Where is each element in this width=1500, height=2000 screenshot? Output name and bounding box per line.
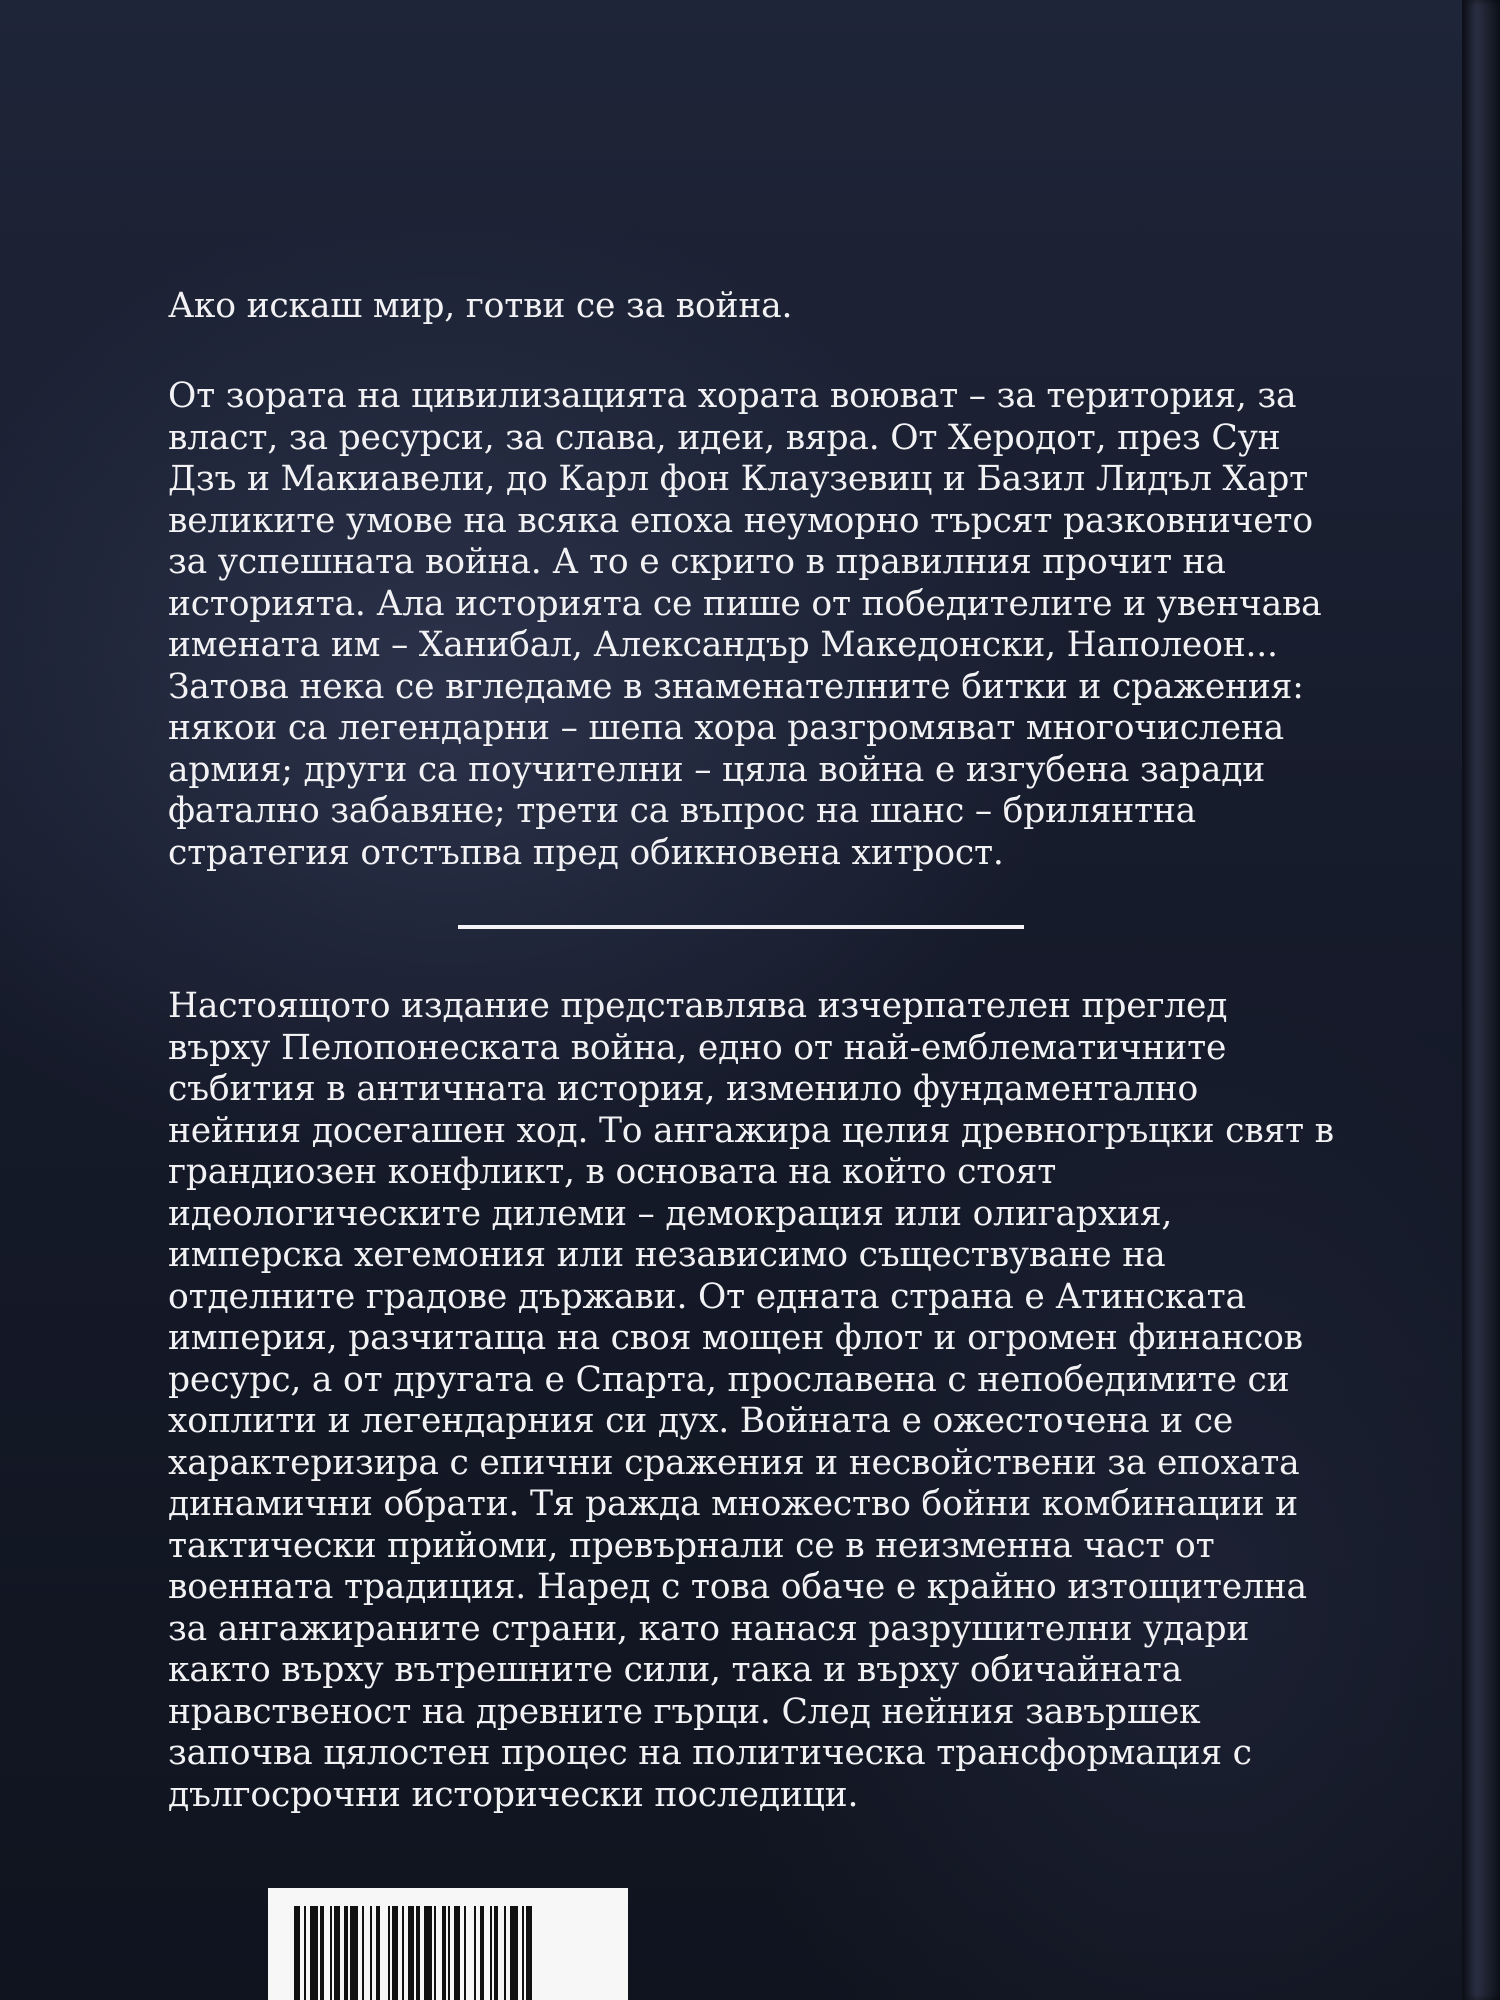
barcode-bar (334, 1906, 340, 2000)
barcode-bar (526, 1906, 532, 2000)
barcode-bar (504, 1906, 506, 2000)
barcode-bar (310, 1906, 318, 2000)
book-spine-edge (1462, 0, 1500, 2000)
barcode-bar (510, 1906, 518, 2000)
barcode-bar (424, 1906, 432, 2000)
barcode-bar (416, 1906, 420, 2000)
barcode-bar (490, 1906, 492, 2000)
barcode-bar (408, 1906, 414, 2000)
barcode-bar (402, 1906, 404, 2000)
description-text: Настоящото издание представлява изчерпателен преглед върху Пелопонеската война, едно от най-емблематичните събития в античната история, изменило фундаментално нейния досегашен ход. То ангажира целия древногръцки свят в грандиозен конфликт, в основата на който стоят идеологическите дилеми – демокрация или олигархия, имперска хегемония или независимо съществуване на отделните градове държави. От едната страна е Атинската империя, разчитаща на своя мощен флот и огромен финансов ресурс, а от другата е Спарта, прославена с непобедимите си хоплити и легендарния си дух. Войната е ожесточена и се характеризира с епични сражения и несвойствени за епохата динамични обрати. Тя ражда множество бойни комбинации и тактически прийоми, превърнали се в неизменна част от военната традиция. Наред с това обаче е крайно изтощителна за ангажираните страни, като нанася разрушителни удари както върху вътрешните сили, така и върху обичайната нравственост на древните гърци. След нейния завършек започва цялостен процес на политическа трансформация с дългосрочни исторически последици. (168, 986, 1334, 1815)
barcode-bar (370, 1906, 372, 2000)
barcode-bar (376, 1906, 380, 2000)
barcode-bar (434, 1906, 436, 2000)
barcode-bar (388, 1906, 390, 2000)
barcode-bar (442, 1906, 446, 2000)
description-paragraph (168, 986, 1338, 1816)
barcode-bar (330, 1906, 332, 2000)
intro-paragraph (168, 376, 1338, 874)
barcode-bar (494, 1906, 498, 2000)
barcode-bar (350, 1906, 358, 2000)
intro-text: От зората на цивилизацията хората воюват – за територия, за власт, за ресурси, за слава, идеи, вяра. От Херодот, през Сун Дзъ и Макиавели, до Карл фон Клаузевиц и Базил Лидъл Харт великите умове на всяка епоха неуморно търсят разковничето за успешната война. А то е скрито в правилния прочит на историята. Ала историята се пише от победителите и увенчава имената им – Ханибал, Александър Македонски, Наполеон... Затова нека се вгледаме в знаменателните битки и сражения: някои са легендарни – шепа хора разгромяват многочислена армия; други са поучителни – цяла война е изгубена заради фатално забавяне; трети са въпрос на шанс – брилянтна стратегия отстъпва пред обикновена хитрост. (168, 376, 1322, 873)
barcode-bars (268, 1888, 628, 2000)
barcode-bar (448, 1906, 450, 2000)
barcode-bar (454, 1906, 460, 2000)
barcode (268, 1888, 628, 2000)
barcode-bar (474, 1906, 476, 2000)
barcode-bar (464, 1906, 466, 2000)
barcode-bar (304, 1906, 306, 2000)
barcode-bar (392, 1906, 398, 2000)
barcode-bar (362, 1906, 364, 2000)
barcode-bar (522, 1906, 524, 2000)
motto-text (168, 286, 1338, 328)
motto-line: Ако искаш мир, готви се за война. (168, 286, 793, 326)
barcode-bar (294, 1906, 300, 2000)
barcode-bar (320, 1906, 324, 2000)
barcode-bar (480, 1906, 484, 2000)
section-divider (458, 925, 1024, 929)
barcode-bar (344, 1906, 348, 2000)
